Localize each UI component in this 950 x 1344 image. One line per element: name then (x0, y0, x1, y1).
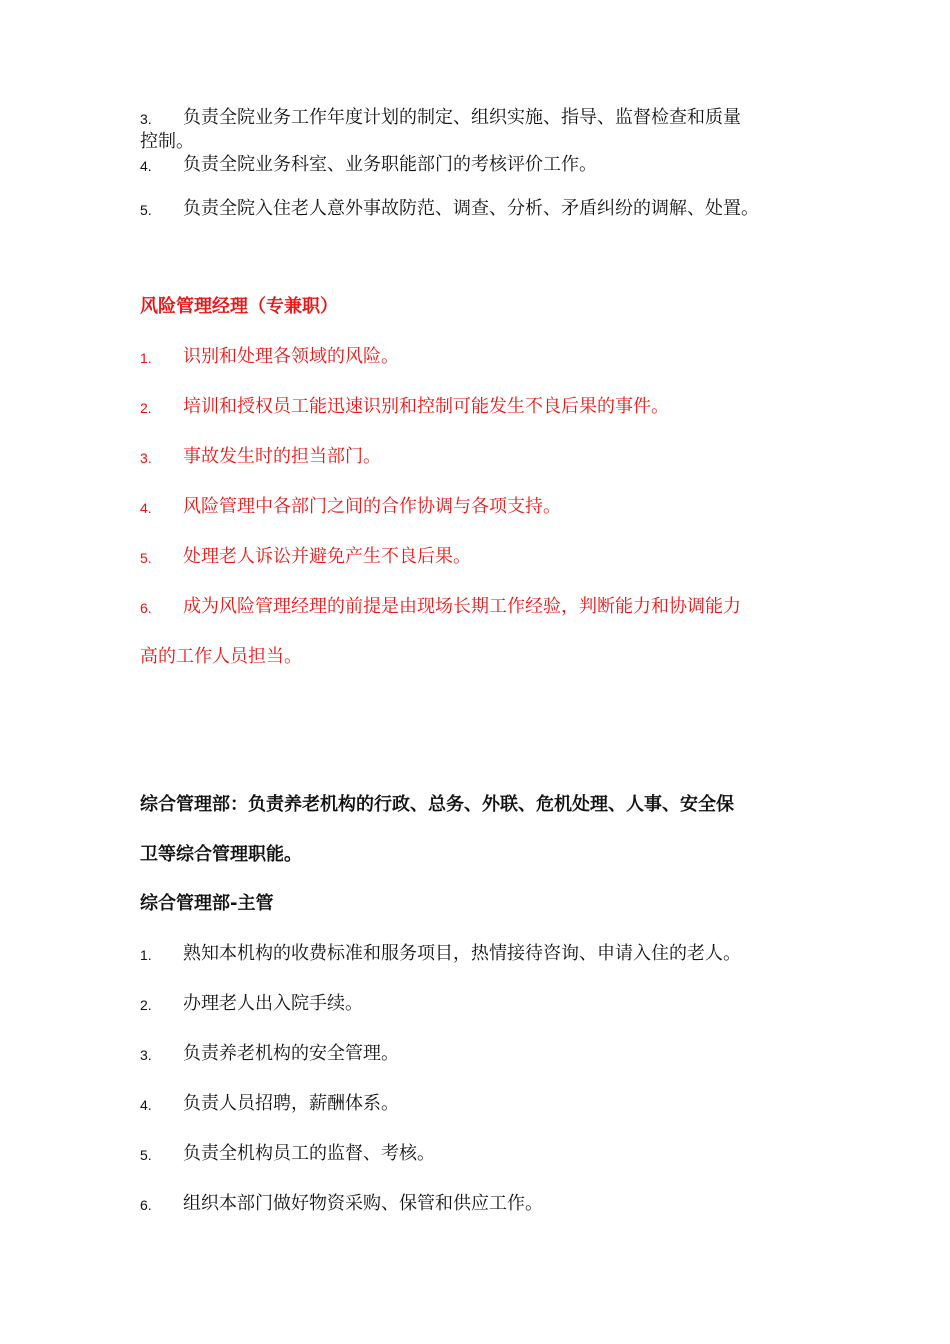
list-item-number: 1. (140, 947, 152, 963)
list-item-text: 培训和授权员工能迅速识别和控制可能发生不良后果的事件。 (183, 396, 669, 417)
list-item-text: 风险管理中各部门之间的合作协调与各项支持。 (183, 496, 561, 517)
list-item-text: 处理老人诉讼并避免产生不良后果。 (183, 546, 471, 567)
list-item-number: 5. (140, 1147, 152, 1163)
list-item-number: 4. (140, 158, 152, 174)
section-title-risk-manager: 风险管理经理（专兼职） (140, 296, 338, 317)
list-item-number: 3. (140, 111, 152, 127)
list-item-text: 负责人员招聘，薪酬体系。 (183, 1093, 399, 1114)
list-item-number: 5. (140, 202, 152, 218)
list-item-text: 办理老人出入院手续。 (183, 993, 363, 1014)
list-item-number: 3. (140, 1047, 152, 1063)
list-item-text: 组织本部门做好物资采购、保管和供应工作。 (183, 1193, 543, 1214)
list-item-text: 负责全院业务科室、业务职能部门的考核评价工作。 (183, 154, 597, 175)
list-item-number: 6. (140, 600, 152, 616)
section-subtitle-general-dept-supervisor: 综合管理部-主管 (140, 893, 274, 914)
list-item-text: 负责全院业务工作年度计划的制定、组织实施、指导、监督检查和质量 (183, 107, 741, 128)
list-item-continuation: 控制。 (140, 131, 194, 152)
list-item-text: 负责全机构员工的监督、考核。 (183, 1143, 435, 1164)
list-item-number: 3. (140, 450, 152, 466)
list-item-text: 负责养老机构的安全管理。 (183, 1043, 399, 1064)
general-dept-intro: 综合管理部：负责养老机构的行政、总务、外联、危机处理、人事、安全保 (140, 794, 734, 815)
list-item-text: 事故发生时的担当部门。 (183, 446, 381, 467)
list-item-text: 熟知本机构的收费标准和服务项目，热情接待咨询、申请入住的老人。 (183, 943, 741, 964)
list-item-number: 4. (140, 500, 152, 516)
general-dept-intro-continuation: 卫等综合管理职能。 (140, 844, 302, 865)
list-item-number: 5. (140, 550, 152, 566)
list-item-text: 负责全院入住老人意外事故防范、调查、分析、矛盾纠纷的调解、处置。 (183, 198, 759, 219)
list-item-number: 2. (140, 997, 152, 1013)
list-item-number: 1. (140, 350, 152, 366)
list-item-number: 4. (140, 1097, 152, 1113)
list-item-number: 6. (140, 1197, 152, 1213)
list-item-text: 成为风险管理经理的前提是由现场长期工作经验，判断能力和协调能力 (183, 596, 741, 617)
list-item-continuation: 高的工作人员担当。 (140, 646, 302, 667)
list-item-text: 识别和处理各领域的风险。 (183, 346, 399, 367)
list-item-number: 2. (140, 400, 152, 416)
